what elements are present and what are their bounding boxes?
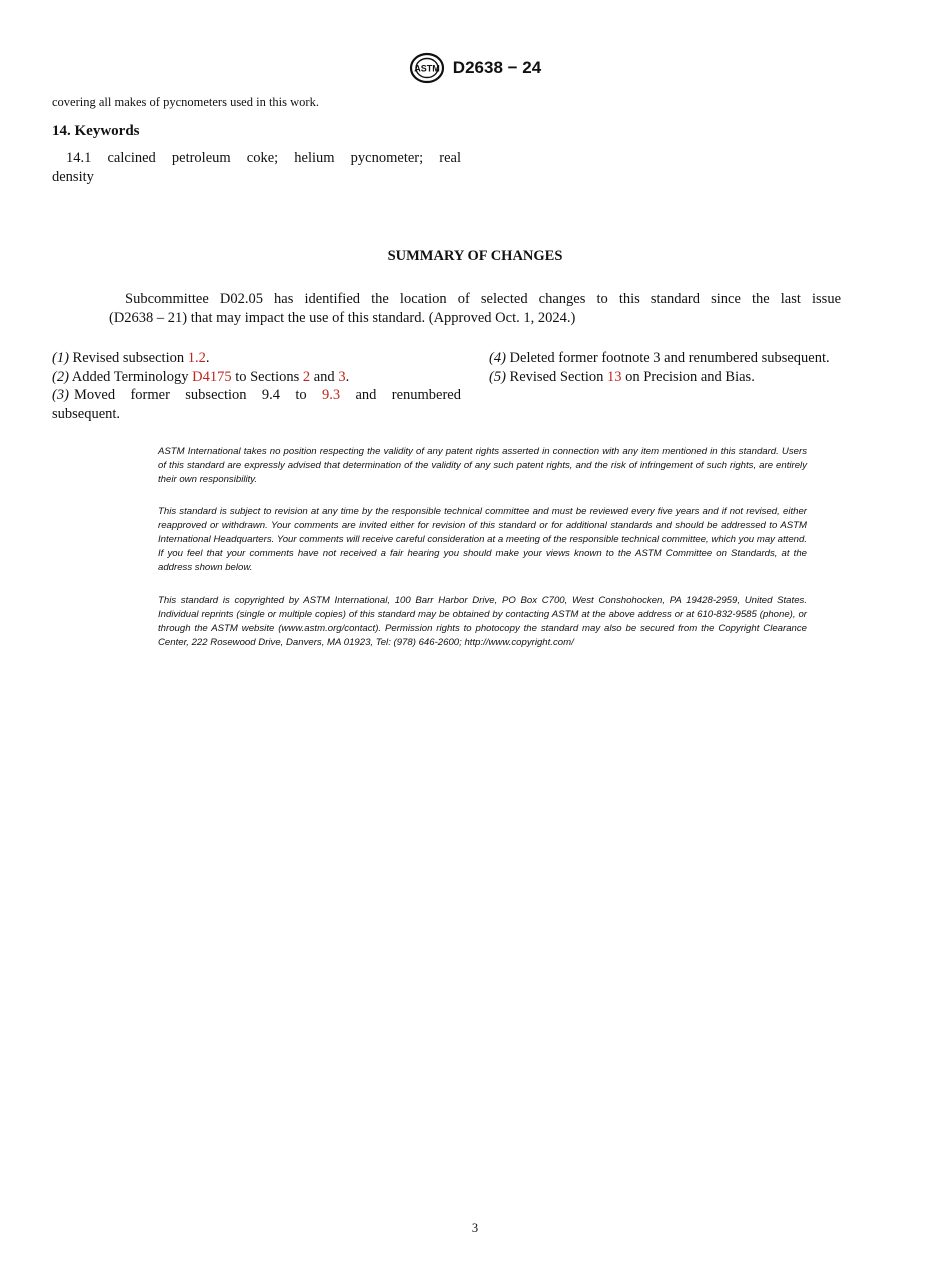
revision-notice: This standard is subject to revision at any time by the responsible technical committee and must be reviewed every five years and if not revised, either reapproved or withdrawn. Your comments are invited either for revision of this standard or for additional standards and should be addressed to ASTM International Headquarters. Your comments will receive careful consideration at a meeting of the responsible technical committee, which you may attend. If you feel that your comments have not received a fair hearing you should make your views known to the ASTM Committee on Standards, at the address shown below. <box>158 506 807 573</box>
change-item-2: (2) Added Terminology D4175 to Sections 2 and 3. <box>52 368 350 385</box>
continued-paragraph: covering all makes of pycnometers used in this work. <box>52 95 319 109</box>
link-section-3[interactable]: 3 <box>338 368 346 385</box>
link-section-2[interactable]: 2 <box>302 368 311 385</box>
link-d4175[interactable]: D4175 <box>192 368 232 385</box>
summary-title: SUMMARY OF CHANGES <box>387 248 563 264</box>
change-item-3-continued: subsequent. <box>52 405 121 422</box>
changes-list-left <box>52 349 461 423</box>
keywords-line-1: 14.1 calcined petroleum coke; helium pycnometer; real <box>66 150 461 166</box>
link-section-13[interactable]: 13 <box>607 368 622 385</box>
patent-notice: ASTM International takes no position respecting the validity of any patent rights asserted in connection with any item mentioned in this standard. Users of this standard are expressly advised that determination of the validity of any such patent rights, and the risk of infringement of such rights, are entirely their own responsibility. <box>158 446 807 485</box>
summary-intro <box>109 290 841 327</box>
link-subsection-1-2[interactable]: 1.2 <box>187 350 206 366</box>
change-item-4: (4) Deleted former footnote 3 and renumbered subsequent. <box>489 350 830 366</box>
page-header <box>0 52 950 89</box>
document-id: D2638 − 24 <box>452 58 542 77</box>
change-item-3: (3) Moved former subsection 9.4 to 9.3 and renumbered <box>52 387 461 403</box>
copyright-notice: This standard is copyrighted by ASTM International, 100 Barr Harbor Drive, PO Box C700, West Conshohocken, PA 19428-2959, United States. Individual reprints (single or multiple copies) of this standard may be obtained by contacting ASTM at the above address or at 610-832-9585 (phone), or through the ASTM website (www.astm.org/contact). Permission rights to photocopy the standard may also be secured from the Copyright Clearance Center, 222 Rosewood Drive, Danvers, MA 01923, Tel: (978) 646-2600; http://www.copyright.com/ <box>158 595 807 648</box>
keywords-line-2: density <box>52 168 94 185</box>
astm-logo-icon <box>409 52 445 84</box>
change-item-1: (1) Revised subsection 1.2. <box>52 350 210 366</box>
summary-intro-line-1: Subcommittee D02.05 has identified the location of selected changes to this standard since the last issue <box>125 291 841 307</box>
change-item-5: (5) Revised Section 13 on Precision and Bias. <box>489 368 755 385</box>
summary-intro-line-2: (D2638 – 21) that may impact the use of this standard. (Approved Oct. 1, 2024.) <box>109 309 576 326</box>
keywords-paragraph <box>52 149 461 186</box>
section-heading-keywords: 14. Keywords <box>52 123 140 139</box>
svg-text:ASTM: ASTM <box>414 63 440 74</box>
page-number: 3 <box>471 1221 479 1235</box>
changes-list-right <box>489 349 899 386</box>
link-subsection-9-3[interactable]: 9.3 <box>321 387 341 403</box>
